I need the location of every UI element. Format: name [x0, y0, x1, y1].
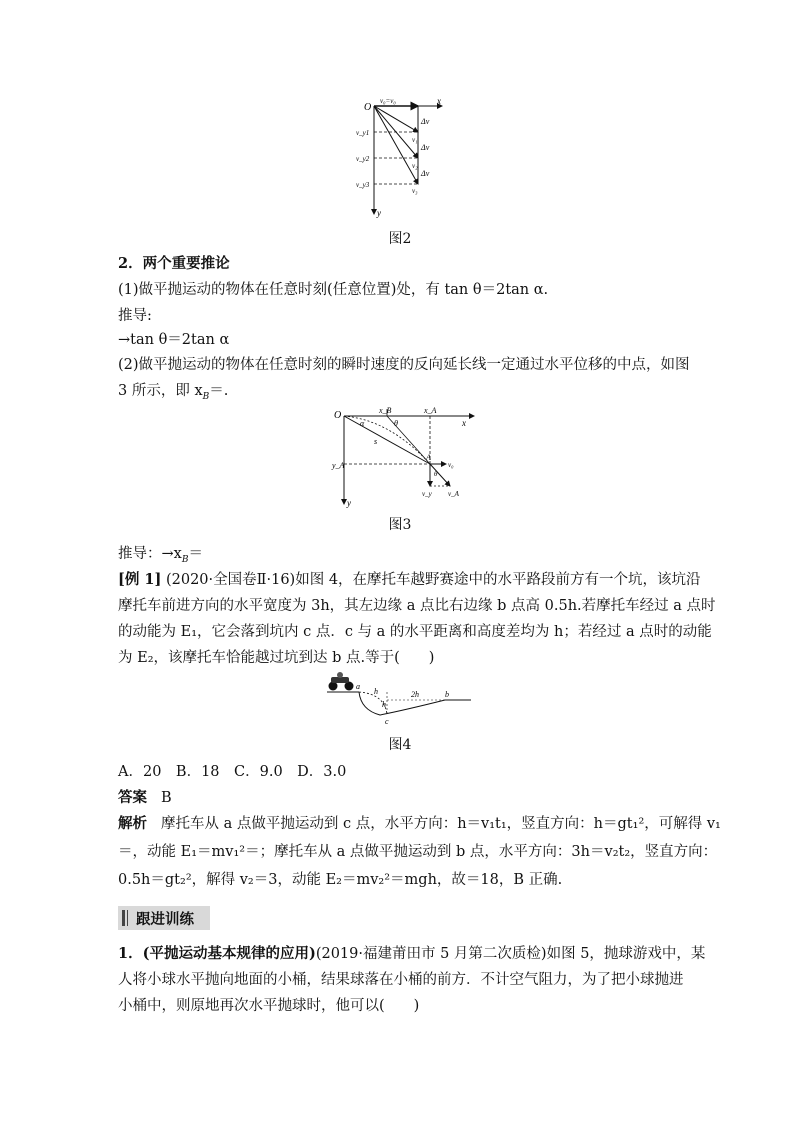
- example-1-line-2: 摩托车前进方向的水平宽度为 3h，其左边缘 a 点比右边缘 b 点高 0.5h.若摩托车经过 a 点时: [118, 598, 716, 614]
- derive-label: 推导:: [118, 308, 152, 324]
- analysis-line-3: 0.5h＝gt₂²，解得 v₂＝3，动能 E₂＝mv₂²＝mgh，故＝18，B 正确.: [118, 872, 563, 888]
- derive-2: [118, 544, 203, 570]
- example-tag: [例 1]: [118, 571, 162, 588]
- figure-3-caption: 图3: [388, 517, 412, 533]
- paragraph-2-line-2: [118, 381, 228, 407]
- answer-label: 答案: [118, 789, 147, 806]
- fig2-label-v0: v₀=v₀: [380, 97, 396, 105]
- options: A．20 B．18 C．9.0 D．3.0: [118, 764, 347, 780]
- fig2-label-v3: v₃: [412, 187, 418, 195]
- analysis-label: 解析: [118, 815, 147, 832]
- fig3-label-alpha: α: [360, 419, 365, 428]
- fig4-label-a: a: [356, 682, 360, 691]
- fig2-label-dv2: Δv: [421, 143, 430, 152]
- fig2-label-O: O: [364, 102, 372, 113]
- fig3-label-yA: y_A: [332, 461, 345, 470]
- derive2-tail: ＝: [188, 546, 203, 562]
- paragraph-1: (1)做平抛运动的物体在任意时刻(任意位置)处，有 tan θ＝2tan α.: [118, 282, 549, 298]
- derive-line: →tan θ＝2tan α: [118, 332, 230, 348]
- paragraph-2-line-1: (2)做平抛运动的物体在任意时刻的瞬时速度的反向延长线一定通过水平位移的中点，如图: [118, 357, 690, 373]
- exercise-1-title: 1．(平抛运动基本规律的应用): [118, 945, 316, 962]
- figure-4-caption: 图4: [388, 737, 412, 753]
- example-1-line-4: 为 E₂，该摩托车恰能越过坑到达 b 点.等于( ): [118, 650, 435, 666]
- fig2-label-vy2: v_y2: [356, 155, 370, 163]
- exercise-1-line-3: 小桶中，则原地再次水平抛球时，他可以( ): [118, 998, 420, 1014]
- fig3-label-A: A: [426, 453, 431, 462]
- derive2-text: 推导：→x: [118, 546, 182, 562]
- analysis-line-1: [118, 814, 721, 834]
- exercise-1-text: (2019·福建莆田市 5 月第二次质检)如图 5，抛球游戏中，某: [315, 946, 706, 962]
- fig3-label-vy: v_y: [422, 490, 432, 498]
- exercise-1-line-2: 人将小球水平抛向地面的小桶，结果球落在小桶的前方．不计空气阻力，为了把小球抛进: [118, 972, 684, 988]
- derive2-sub: B: [181, 554, 189, 565]
- fig3-label-v0: v₀: [448, 461, 454, 469]
- figure-3: [330, 404, 480, 512]
- fig2-label-dv3: Δv: [421, 169, 430, 178]
- fig3-label-xB: x_B: [379, 406, 392, 415]
- fig3-label-s: s: [374, 437, 378, 446]
- figure-2-caption: 图2: [388, 231, 412, 247]
- p2-tail: ＝.: [209, 383, 229, 399]
- section-bar: [118, 906, 210, 930]
- fig2-label-dv1: Δv: [421, 117, 430, 126]
- p2-sub: B: [202, 391, 210, 402]
- fig4-label-c: c: [385, 717, 389, 726]
- fig4-label-h1: h: [374, 687, 378, 696]
- section-bar-title: 跟进训练: [136, 911, 194, 928]
- fig3-label-y: y: [347, 498, 351, 508]
- section-bar-mark: [122, 910, 125, 926]
- answer-row: [118, 788, 172, 808]
- fig4-label-b: b: [445, 690, 449, 699]
- fig2-label-vy1: v_y1: [356, 129, 370, 137]
- answer-value: B: [161, 790, 172, 806]
- example-text-1: (2020·全国卷Ⅱ·16)如图 4，在摩托车越野赛途中的水平路段前方有一个坑，该坑沿: [165, 572, 701, 588]
- fig2-label-v1: v₁: [412, 136, 418, 144]
- figure-2: [350, 92, 450, 220]
- analysis-text-1: 摩托车从 a 点做平抛运动到 c 点，水平方向：h＝v₁t₁，竖直方向：h＝gt₁²，可解得 v₁: [161, 816, 721, 832]
- fig2-label-vy3: v_y3: [356, 181, 370, 189]
- fig2-label-x: x: [437, 96, 441, 106]
- p2-text: 3 所示，即 x: [118, 383, 203, 399]
- fig4-label-h2: h: [382, 700, 386, 709]
- fig4-label-2h: 2h: [411, 690, 419, 699]
- fig3-label-theta2: θ: [434, 470, 438, 478]
- section-heading: 2．两个重要推论: [118, 255, 230, 272]
- figure-4: [325, 670, 475, 726]
- motorcycle-icon: [329, 672, 354, 691]
- fig3-label-O: O: [334, 410, 342, 421]
- exercise-1-line-1: [118, 944, 705, 964]
- example-1-line-1: [118, 570, 701, 590]
- fig2-label-y: y: [377, 208, 381, 218]
- fig2-label-v2: v₂: [412, 162, 418, 170]
- fig3-label-theta: θ: [394, 419, 398, 428]
- fig3-label-xA: x_A: [424, 406, 437, 415]
- section-bar-mark-thin: [127, 910, 128, 926]
- fig3-label-vA: v_A: [448, 490, 459, 498]
- analysis-line-2: ＝，动能 E₁＝mv₁²＝；摩托车从 a 点做平抛运动到 b 点，水平方向：3h＝v₂t₂，竖直方向：: [118, 844, 718, 860]
- example-1-line-3: 的动能为 E₁，它会落到坑内 c 点．c 与 a 的水平距离和高度差均为 h；若经过 a 点时的动能: [118, 624, 712, 640]
- fig3-label-x: x: [462, 418, 466, 428]
